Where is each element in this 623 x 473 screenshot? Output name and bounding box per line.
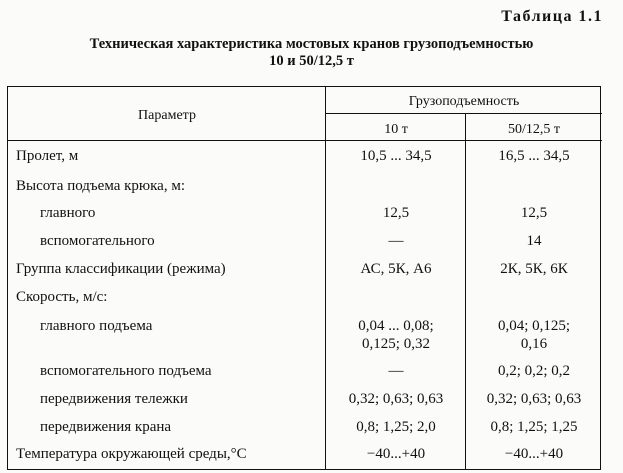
row-value-10t: 12,5 xyxy=(382,205,410,221)
row-value-50t: 0,32; 0,63; 0,63 xyxy=(486,391,582,407)
row-value-50t: 0,2; 0,2; 0,2 xyxy=(497,363,571,379)
row-value-50t xyxy=(466,317,602,353)
row-value-10t xyxy=(326,317,466,353)
row-value-50t: 2К, 5К, 6К xyxy=(500,261,568,277)
header-bottom-line xyxy=(8,140,602,141)
row-param: главного xyxy=(40,205,96,221)
row-value-50t: −40...+40 xyxy=(504,446,564,462)
row-param: вспомогательного подъема xyxy=(40,363,212,379)
row-param: Температура окружающей среды,°С xyxy=(16,446,247,462)
row-param: Скорость, м/с: xyxy=(16,289,108,305)
header-parameter: Параметр xyxy=(138,108,196,123)
value-line: 0,125; 0,32 xyxy=(362,336,430,352)
value-line: 0,16 xyxy=(520,336,548,352)
title-line-2: 10 и 50/12,5 т xyxy=(269,53,354,69)
column-divider-values xyxy=(465,114,466,469)
row-value-50t: 12,5 xyxy=(520,205,548,221)
row-value-10t: — xyxy=(388,233,404,249)
header-subdivider xyxy=(326,113,602,114)
header-col-10t: 10 т xyxy=(384,122,408,137)
row-value-50t: 0,8; 1,25; 1,25 xyxy=(490,419,578,435)
row-value-10t: −40...+40 xyxy=(366,446,426,462)
row-param: вспомогательного xyxy=(40,233,155,249)
column-divider-param xyxy=(325,87,326,469)
row-value-10t: — xyxy=(388,363,404,379)
table-title xyxy=(0,36,623,70)
value-line: 0,04 ... 0,08; xyxy=(358,318,434,334)
row-value-10t: АС, 5К, А6 xyxy=(360,261,432,277)
row-param: передвижения тележки xyxy=(40,391,188,407)
spec-table xyxy=(7,86,601,470)
header-col-50t: 50/12,5 т xyxy=(507,122,560,137)
row-param: Группа классификации (режима) xyxy=(16,261,226,277)
row-param: главного подъема xyxy=(40,318,153,334)
header-load-capacity: Грузоподъемность xyxy=(408,94,520,109)
row-value-10t: 10,5 ... 34,5 xyxy=(360,148,432,164)
row-param: передвижения крана xyxy=(40,419,172,435)
row-param: Пролет, м xyxy=(16,148,79,164)
value-line: 0,04; 0,125; xyxy=(497,318,571,334)
table-number: Таблица 1.1 xyxy=(501,8,603,25)
title-line-1: Техническая характеристика мостовых кранов грузоподъемностью xyxy=(89,36,534,52)
row-value-10t: 0,32; 0,63; 0,63 xyxy=(348,391,444,407)
row-value-10t: 0,8; 1,25; 2,0 xyxy=(356,419,436,435)
row-param: Высота подъема крюка, м: xyxy=(16,178,185,194)
row-value-50t: 14 xyxy=(526,233,542,249)
row-value-50t: 16,5 ... 34,5 xyxy=(498,148,570,164)
